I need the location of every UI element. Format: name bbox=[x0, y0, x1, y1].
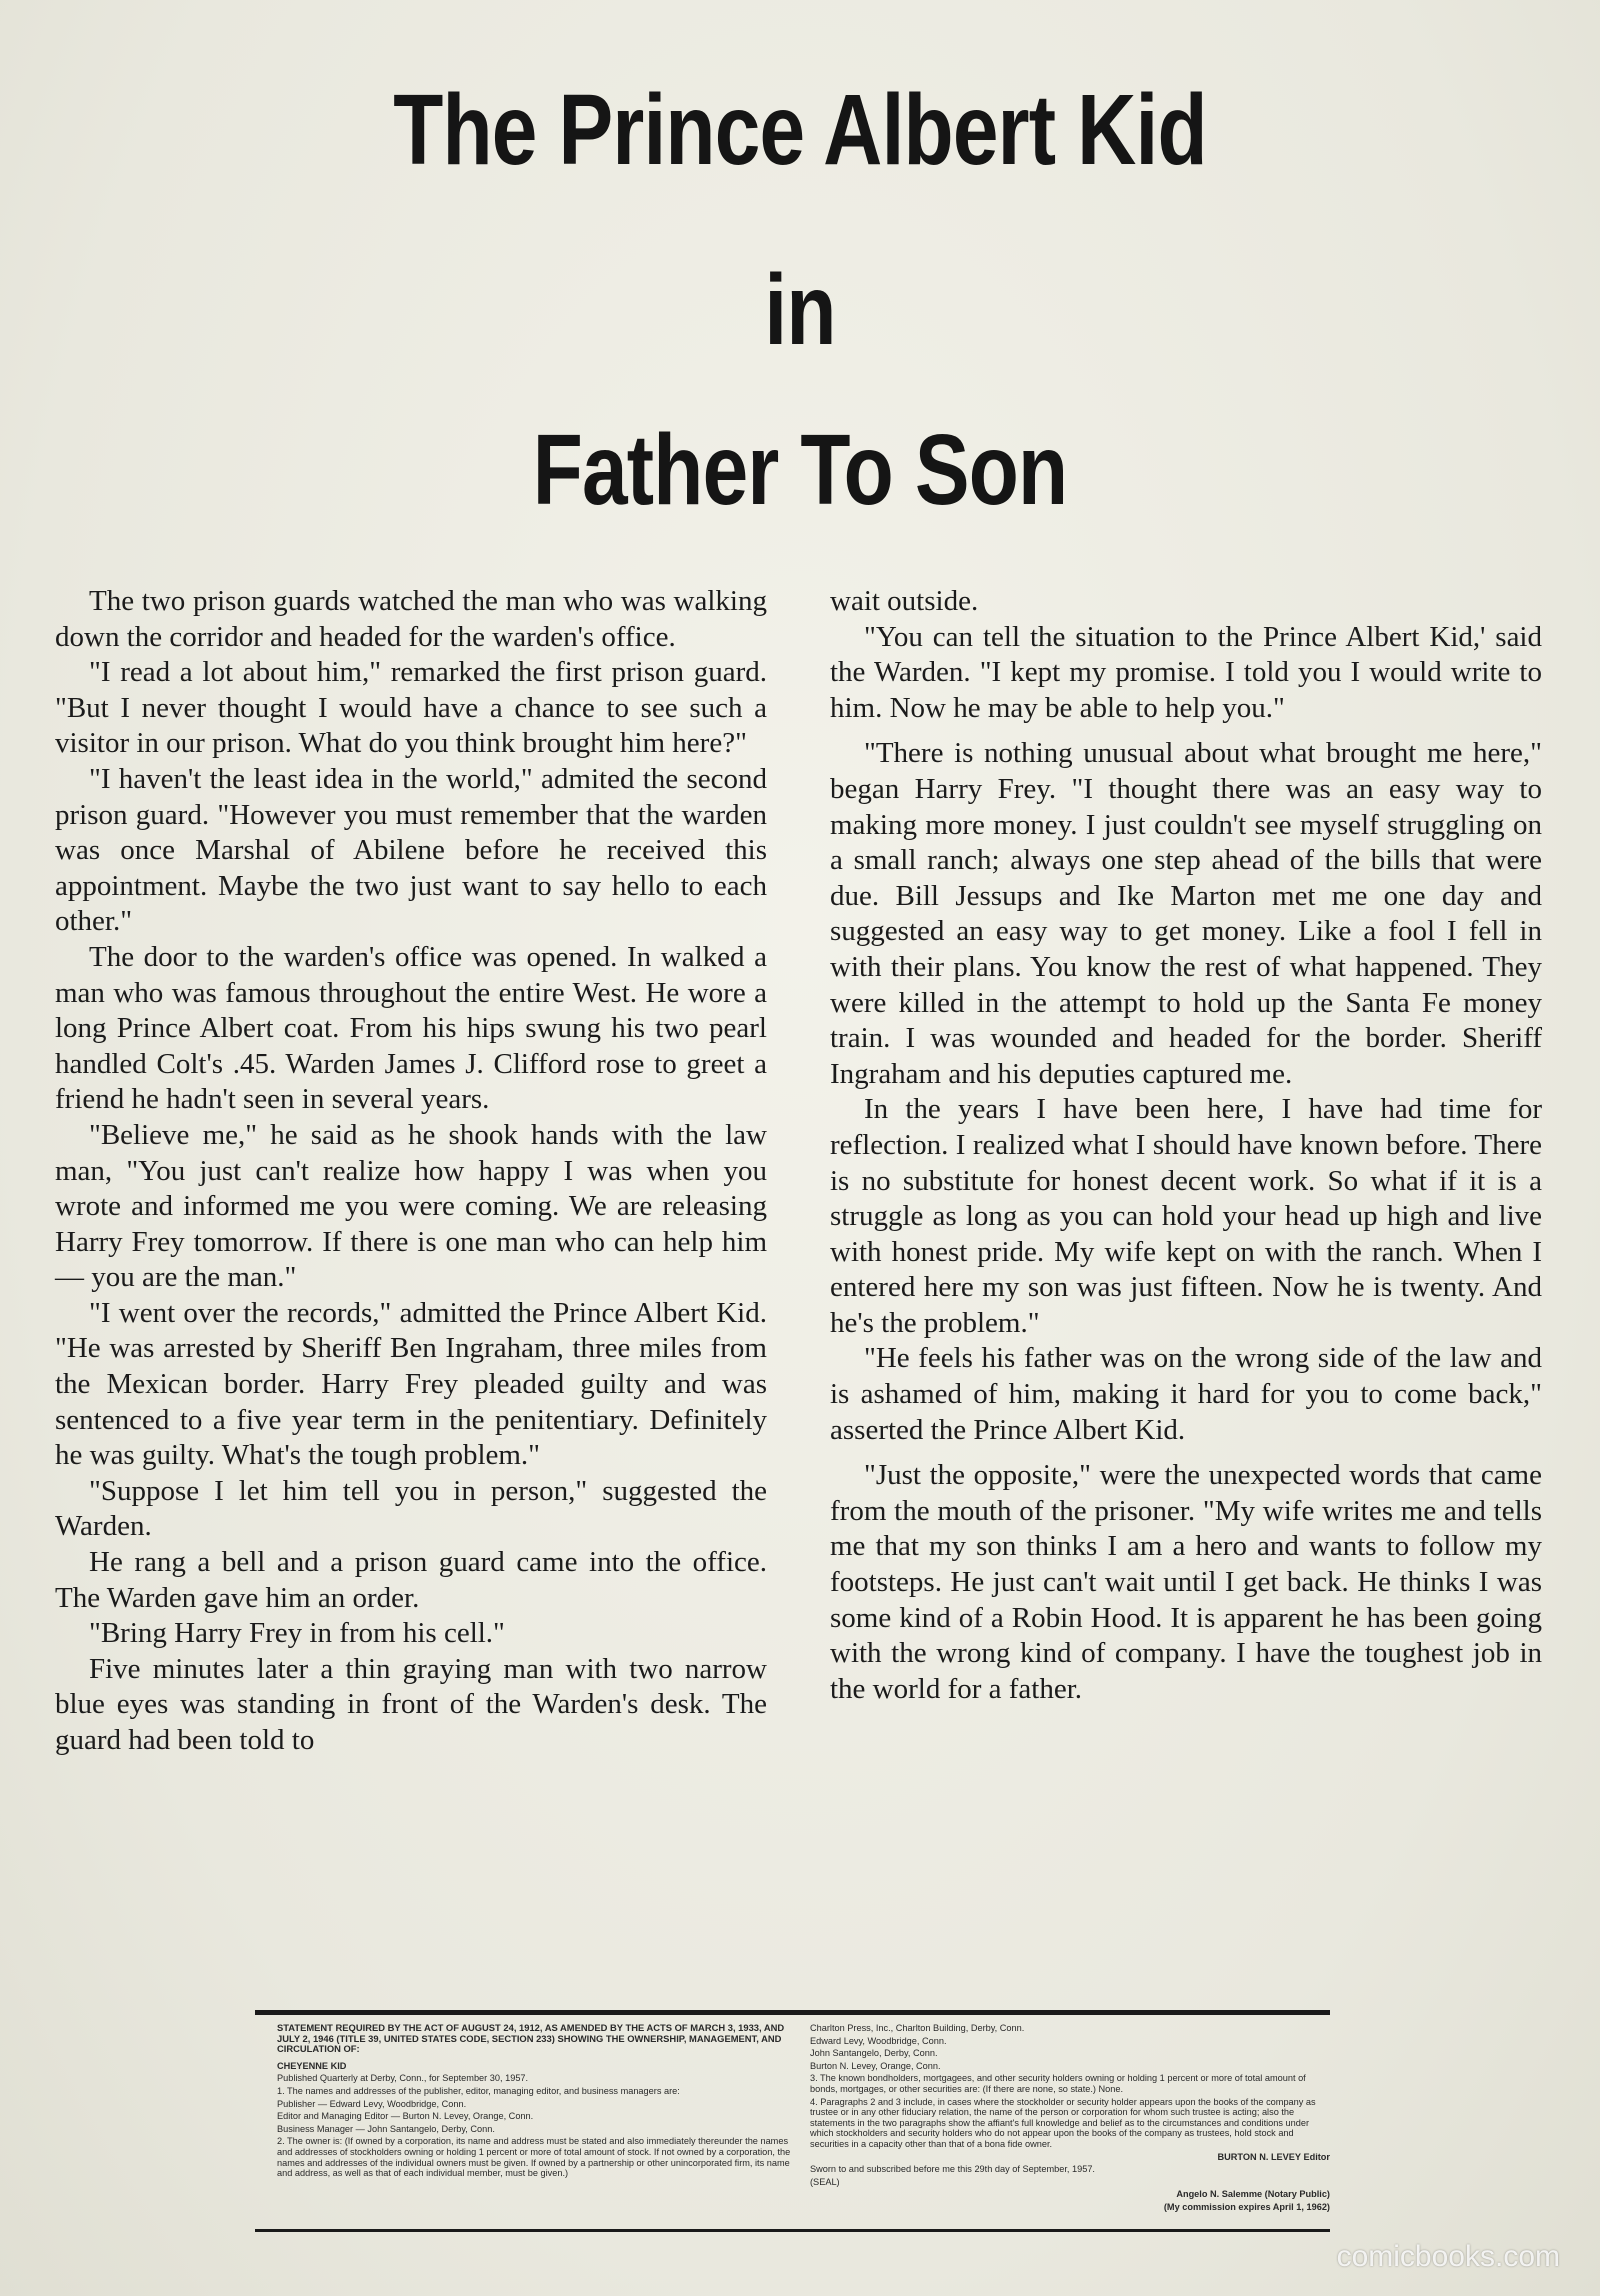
paragraph: "He feels his father was on the wrong side of the law and is ashamed of him, making it hard for you to come back," asserted the Prince Albert Kid. bbox=[830, 1342, 1542, 1446]
statement-right-column bbox=[810, 2023, 1330, 2215]
story-title-connector: in bbox=[764, 254, 836, 366]
paragraph: "Bring Harry Frey in from his cell." bbox=[89, 1617, 505, 1650]
paragraph: He rang a bell and a prison guard came into the office. The Warden gave him an order. bbox=[55, 1546, 767, 1614]
paragraph: Five minutes later a thin graying man with two narrow blue eyes was standing in front of the Warden's desk. The guard had been told to bbox=[55, 1652, 767, 1756]
paragraph: "I went over the records," admitted the Prince Albert Kid. "He was arrested by Sheriff Ben Ingraham, three miles from the Mexican border. Harry Frey pleaded guilty and was sentenced to a five year term in the penitentiary. Definitely he was guilty. What's the tough problem." bbox=[55, 1296, 767, 1472]
paragraph: "I haven't the least idea in the world," admited the second prison guard. "However you must remember that the warden was once Marshal of Abilene before he received this appointment. Maybe the two just want to say hello to each other." bbox=[55, 762, 767, 938]
statement-line: Charlton Press, Inc., Charlton Building, Derby, Conn. bbox=[810, 2023, 1025, 2033]
statement-item: 3. The known bondholders, mortgagees, and other security holders owning or holding 1 percent or more of total amount of bonds, mortgages, or other securities are: (If there are none, so state.) None. bbox=[810, 2073, 1306, 2094]
story-subtitle: Father To Son bbox=[532, 414, 1068, 526]
statement-signer: BURTON N. LEVEY Editor bbox=[1217, 2151, 1330, 2162]
statement-item: 1. The names and addresses of the publisher, editor, managing editor, and business managers are: bbox=[277, 2085, 680, 2096]
statement-line: John Santangelo, Derby, Conn. bbox=[810, 2048, 938, 2059]
paragraph: wait outside. bbox=[830, 585, 979, 617]
paragraph: "Just the opposite," were the unexpected words that came from the mouth of the prisoner. "My wife writes me and tells me that my son thinks I am a hero and wants to follow my footsteps. He just can't wait until I get back. He thinks I was some kind of a Robin Hood. It is apparent he has been going with the wrong kind of company. I have the toughest job in the world for a father. bbox=[830, 1459, 1542, 1705]
statement-left-column bbox=[277, 2023, 797, 2181]
statement-item: 2. The owner is: (If owned by a corporation, its name and address must be stated and also immediately thereunder the names and addresses of stockholders owning or holding 1 percent or more of total amount of stock. If not owned by a corporation, the names and addresses of the individual owners must be given. If owned by a partnership or other unincorporated firm, its name and address, as well as that of each individual member, must be given.) bbox=[277, 2136, 791, 2179]
statement-commission: (My commission expires April 1, 1962) bbox=[1163, 2201, 1330, 2212]
paragraph: The two prison guards watched the man who was walking down the corridor and headed for the warden's office. bbox=[55, 585, 767, 653]
site-watermark: comicbooks.com bbox=[1336, 2240, 1560, 2273]
paragraph: "Suppose I let him tell you in person," suggested the Warden. bbox=[55, 1474, 767, 1543]
statement-item: 4. Paragraphs 2 and 3 include, in cases where the stockholder or security holder appears upon the books of the company as trustee or in any other fiduciary relation, the name of the person or corporation for whom such trustee is acting; also the statements in the two paragraphs show the affiant's full knowledge and belief as to the circumstances and conditions under which stockholders and security holders who do not appear upon the books of the company as trustees, hold stock and securities in a capacity other than that of a bona fide owner. bbox=[810, 2096, 1316, 2149]
ownership-statement bbox=[255, 2010, 1330, 2232]
paragraph: "I read a lot about him," remarked the first prison guard. "But I never thought I would have a chance to see such a visitor in our prison. What do you think brought him here?" bbox=[55, 656, 767, 760]
statement-line: Editor and Managing Editor — Burton N. Levey, Orange, Conn. bbox=[277, 2111, 534, 2122]
publication-name: CHEYENNE KID bbox=[277, 2060, 347, 2071]
publication-info: Published Quarterly at Derby, Conn., for September 30, 1957. bbox=[277, 2073, 529, 2084]
statement-notary: Angelo N. Salemme (Notary Public) bbox=[1176, 2189, 1330, 2200]
statement-line: Business Manager — John Santangelo, Derby, Conn. bbox=[277, 2123, 495, 2134]
paragraph: "You can tell the situation to the Prince Albert Kid,' said the Warden. "I kept my promise. I told you I would write to him. Now he may be able to help you." bbox=[830, 620, 1542, 724]
statement-line: Publisher — Edward Levy, Woodbridge, Conn. bbox=[277, 2098, 467, 2109]
paragraph: "Believe me," he said as he shook hands with the law man, "You just can't realize how happy I was when you wrote and informed me you were coming. We are releasing Harry Frey tomorrow. If there is one man who can help him — you are the man." bbox=[55, 1118, 767, 1294]
paragraph: In the years I have been here, I have had time for reflection. I realized what I should have known before. There is no substitute for honest decent work. So what if it is a struggle as long as you can hold your head up high and live with honest pride. My wife kept on with the ranch. When I entered here my son was just fifteen. Now he is twenty. And he's the problem." bbox=[830, 1093, 1542, 1339]
statement-line: Burton N. Levey, Orange, Conn. bbox=[810, 2060, 941, 2071]
story-column-left bbox=[55, 584, 767, 1759]
paragraph: The door to the warden's office was opened. In walked a man who was famous throughout the entire West. He wore a long Prince Albert coat. From his hips swung his two pearl handled Colt's .45. Warden James J. Clifford rose to greet a friend he hadn't seen in several years. bbox=[55, 940, 767, 1116]
statement-sworn: Sworn to and subscribed before me this 29th day of September, 1957. bbox=[810, 2164, 1095, 2175]
story-column-right bbox=[830, 584, 1542, 1707]
paragraph: "There is nothing unusual about what brought me here," began Harry Frey. "I thought there was an easy way to making more money. I just couldn't see myself struggling on a small ranch; always one step ahead of the bills that were due. Bill Jessups and Ike Marton met me one day and suggested an easy way to get money. Like a fool I fell in with their plans. You know the rest of what happened. They were killed in the attempt to hold up the Santa Fe money train. I was wounded and headed for the border. Sheriff Ingraham and his deputies captured me. bbox=[830, 737, 1542, 1090]
statement-heading: STATEMENT REQUIRED BY THE ACT OF AUGUST 24, 1912, AS AMENDED BY THE ACTS OF MARCH 3, 1933, AND JULY 2, 1946 (TITLE 39, UNITED STATES CODE, SECTION 233) SHOWING THE OWNERSHIP, MANAGEMENT, AND CIRCULATION OF: bbox=[277, 2022, 785, 2055]
statement-seal: (SEAL) bbox=[810, 2176, 840, 2187]
story-title: The Prince Albert Kid bbox=[393, 74, 1207, 186]
statement-line: Edward Levy, Woodbridge, Conn. bbox=[810, 2035, 947, 2046]
